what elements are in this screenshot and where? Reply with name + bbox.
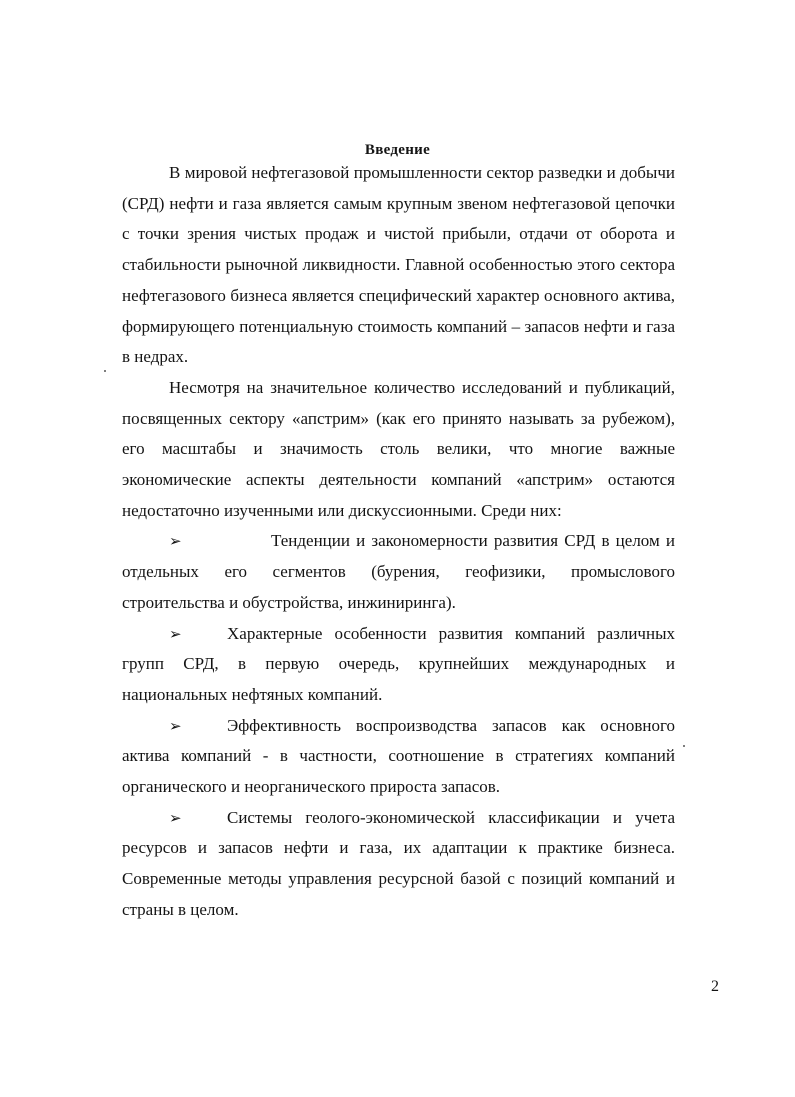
arrow-bullet-icon: ➢ [169,716,182,735]
page-number: 2 [711,978,719,995]
list-item [122,711,675,803]
list-item-text: Тенденции и закономерности развития СРД в целом и отдельных его сегментов (бурения, геофизики, промыслового строительства и обустройства, инжиниринга). [122,531,675,612]
arrow-bullet-icon: ➢ [169,624,182,643]
list-item-text: Эффективность воспроизводства запасов как основного актива компаний - в частности, соотношение в стратегиях компаний органического и неорганического прироста запасов. [122,715,675,797]
arrow-bullet-icon: ➢ [169,532,182,551]
arrow-bullet-icon: ➢ [169,808,182,827]
list-item [122,803,675,926]
list-item-text: Характерные особенности развития компаний различных групп СРД, в первую очередь, крупнейших международных и национальных нефтяных компаний. [122,623,675,704]
page-title: Введение [364,142,431,158]
scan-speck [683,745,685,747]
list-item [122,619,675,711]
list-item-text: Системы геолого-экономической классификации и учета ресурсов и запасов нефти и газа, их адаптации к практике бизнеса. Современные методы управления ресурсной базой с позиций компаний и страны в целом. [122,807,675,919]
scan-speck [104,370,106,372]
paragraph: В мировой нефтегазовой промышленности сектор разведки и добычи (СРД) нефти и газа является самым крупным звеном нефтегазовой цепочки с точки зрения чистых продаж и чистой прибыли, отдачи от оборота и стабильности рыночной ликвидности. Главной особенностью этого сектора нефтегазового бизнеса является специфический характер основного актива, формирующего потенциальную стоимость компаний – запасов нефти и газа в недрах. [122,163,675,367]
body-text [122,158,675,926]
list-item [122,526,675,618]
paragraph: Несмотря на значительное количество исследований и публикаций, посвященных сектору «апстрим» (как его принято называть за рубежом), его масштабы и значимость столь велики, что многие важные экономические аспекты деятельности компаний «апстрим» остаются недостаточно изученными или дискуссионными. Среди них: [122,377,675,520]
